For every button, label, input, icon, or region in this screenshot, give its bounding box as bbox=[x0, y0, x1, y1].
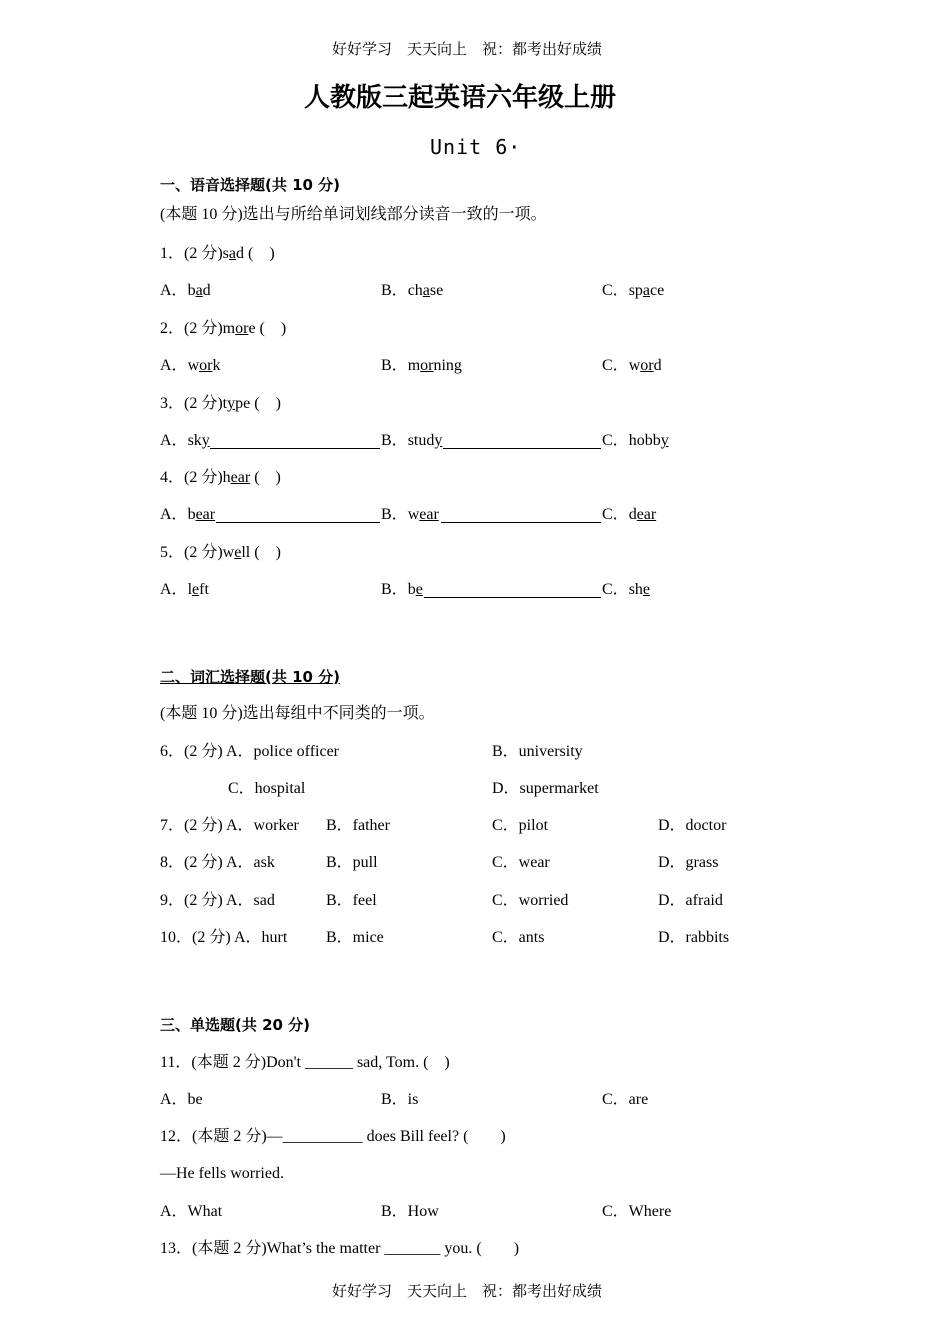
q8-option-a[interactable]: A．ask bbox=[226, 854, 275, 871]
underline-rule bbox=[216, 522, 380, 523]
question-12-line-2: —He fells worried. bbox=[160, 1165, 284, 1182]
q8-option-d[interactable]: D．grass bbox=[658, 854, 719, 871]
q2-option-b[interactable]: B．morning bbox=[381, 357, 462, 374]
q3-option-b[interactable]: B．study bbox=[381, 432, 443, 449]
q1-option-b[interactable]: B．chase bbox=[381, 282, 444, 299]
q7-option-d[interactable]: D．doctor bbox=[658, 817, 727, 834]
question-13: 13．(本题 2 分)What’s the matter _______ you. ( ) bbox=[160, 1240, 520, 1257]
q6-option-c[interactable]: C．hospital bbox=[228, 780, 306, 797]
q10-option-a[interactable]: A．hurt bbox=[234, 929, 288, 946]
page-header: 好好学习 天天向上 祝：都考出好成绩 bbox=[332, 40, 603, 58]
q2-option-a[interactable]: A．work bbox=[160, 357, 221, 374]
q6-option-d[interactable]: D．supermarket bbox=[492, 780, 599, 797]
q1-option-c[interactable]: C．space bbox=[602, 282, 665, 299]
page-footer: 好好学习 天天向上 祝：都考出好成绩 bbox=[332, 1282, 603, 1300]
q3-option-c[interactable]: C．hobby bbox=[602, 432, 669, 449]
question-2: 2．(2 分)more ( ) bbox=[160, 320, 287, 337]
q11-option-c[interactable]: C．are bbox=[602, 1091, 649, 1108]
question-7-number: 7．(2 分) bbox=[160, 817, 223, 834]
section-2-heading: 二、词汇选择题(共 10 分) bbox=[160, 668, 341, 686]
q4-option-c[interactable]: C．dear bbox=[602, 506, 657, 523]
q11-option-b[interactable]: B．is bbox=[381, 1091, 419, 1108]
q10-option-c[interactable]: C．ants bbox=[492, 929, 545, 946]
q7-option-a[interactable]: A．worker bbox=[226, 817, 299, 834]
question-5: 5．(2 分)well ( ) bbox=[160, 544, 281, 561]
q10-option-d[interactable]: D．rabbits bbox=[658, 929, 730, 946]
q7-option-b[interactable]: B．father bbox=[326, 817, 390, 834]
q1-option-a[interactable]: A．bad bbox=[160, 282, 211, 299]
q5-option-a[interactable]: A．left bbox=[160, 581, 209, 598]
q12-option-c[interactable]: C．Where bbox=[602, 1203, 672, 1220]
unit-title: Unit 6· bbox=[430, 135, 522, 159]
q3-option-a[interactable]: A．sky bbox=[160, 432, 210, 449]
q12-option-b[interactable]: B．How bbox=[381, 1203, 439, 1220]
underline-rule bbox=[441, 522, 601, 523]
q7-option-c[interactable]: C．pilot bbox=[492, 817, 549, 834]
q9-option-d[interactable]: D．afraid bbox=[658, 892, 723, 909]
section-3-heading: 三、单选题(共 20 分) bbox=[160, 1016, 311, 1034]
q4-option-a[interactable]: A．bear bbox=[160, 506, 216, 523]
q9-option-c[interactable]: C．worried bbox=[492, 892, 569, 909]
q6-option-a[interactable]: A．police officer bbox=[226, 743, 339, 760]
question-10-number: 10．(2 分) bbox=[160, 929, 231, 946]
section-1-instruction: (本题 10 分)选出与所给单词划线部分读音一致的一项。 bbox=[160, 206, 547, 223]
question-11: 11．(本题 2 分)Don't ______ sad, Tom. ( ) bbox=[160, 1054, 450, 1071]
question-9-number: 9．(2 分) bbox=[160, 892, 223, 909]
q11-option-a[interactable]: A．be bbox=[160, 1091, 203, 1108]
q8-option-c[interactable]: C．wear bbox=[492, 854, 550, 871]
question-4: 4．(2 分)hear ( ) bbox=[160, 469, 281, 486]
question-8-number: 8．(2 分) bbox=[160, 854, 223, 871]
q2-option-c[interactable]: C．word bbox=[602, 357, 662, 374]
q6-option-b[interactable]: B．university bbox=[492, 743, 583, 760]
underline-rule bbox=[210, 448, 380, 449]
q5-option-c[interactable]: C．she bbox=[602, 581, 651, 598]
underline-rule bbox=[424, 597, 601, 598]
q4-option-b[interactable]: B．wear bbox=[381, 506, 439, 523]
section-1-heading: 一、语音选择题(共 10 分) bbox=[160, 176, 341, 194]
page-title: 人教版三起英语六年级上册 bbox=[304, 83, 617, 113]
q5-option-b[interactable]: B．be bbox=[381, 581, 423, 598]
underline-rule bbox=[443, 448, 601, 449]
question-6-number: 6．(2 分) bbox=[160, 743, 223, 760]
q9-option-b[interactable]: B．feel bbox=[326, 892, 377, 909]
q12-option-a[interactable]: A．What bbox=[160, 1203, 223, 1220]
q9-option-a[interactable]: A．sad bbox=[226, 892, 275, 909]
question-12: 12．(本题 2 分)—__________ does Bill feel? ( ) bbox=[160, 1128, 506, 1145]
q8-option-b[interactable]: B．pull bbox=[326, 854, 378, 871]
question-3: 3．(2 分)type ( ) bbox=[160, 395, 281, 412]
q10-option-b[interactable]: B．mice bbox=[326, 929, 384, 946]
section-2-instruction: (本题 10 分)选出每组中不同类的一项。 bbox=[160, 705, 435, 722]
question-1: 1．(2 分)sad ( ) bbox=[160, 245, 275, 262]
